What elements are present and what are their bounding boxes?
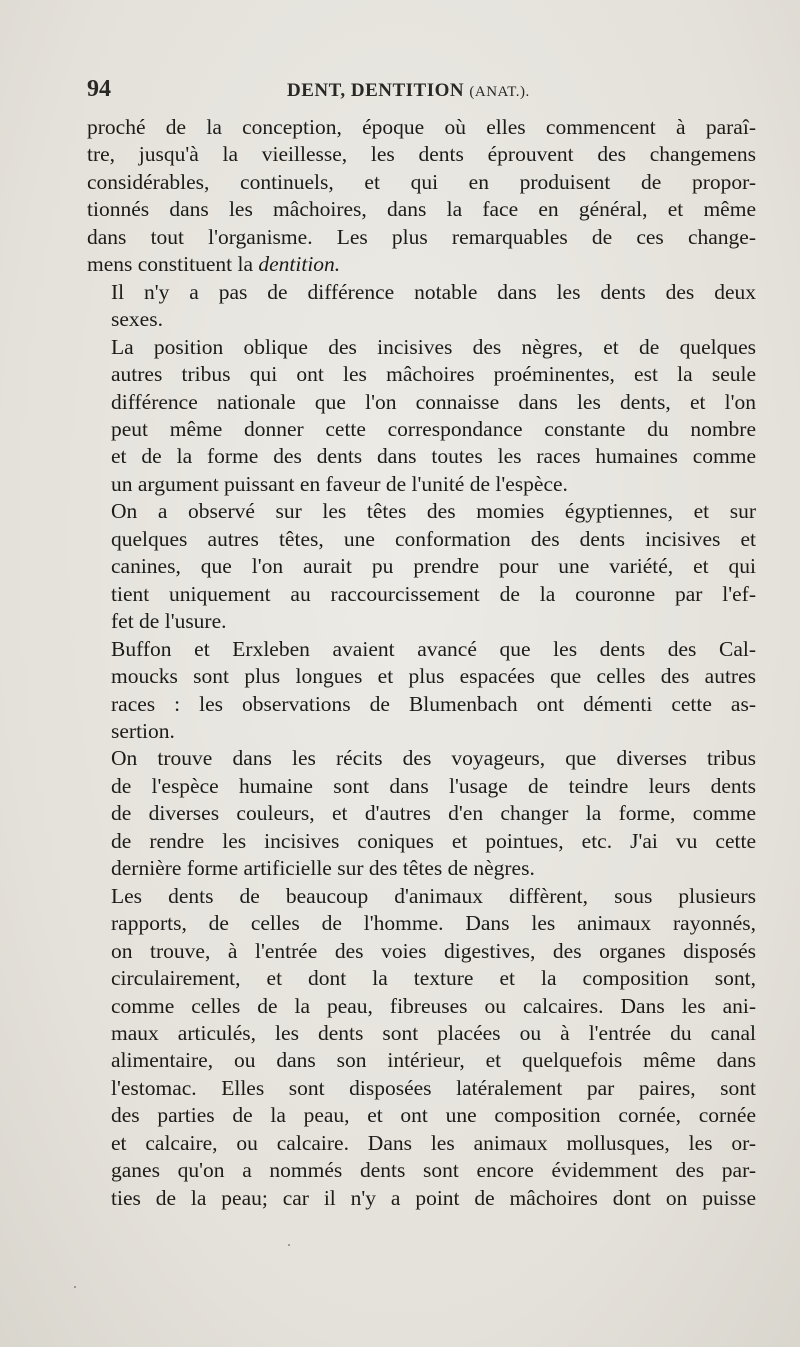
text-line: autres tribus qui ont les mâchoires proéminentes, est la seule <box>111 362 756 387</box>
text-line: comme celles de la peau, fibreuses ou calcaires. Dans les ani- <box>111 993 756 1018</box>
text-line: La position oblique des incisives des nègres, et de quelques <box>111 334 756 359</box>
text-line: des parties de la peau, et ont une composition cornée, cornée <box>111 1103 756 1128</box>
text-line: On a observé sur les têtes des momies égyptiennes, et sur <box>111 499 756 524</box>
text-line: sexes. <box>111 307 163 332</box>
text-line: alimentaire, ou dans son intérieur, et quelquefois même dans <box>111 1048 756 1073</box>
text-line: races : les observations de Blumenbach ont démenti cette as- <box>111 691 756 716</box>
text-line: et de la forme des dents dans toutes les races humaines comme <box>111 444 756 469</box>
text-line: de rendre les incisives coniques et pointues, etc. J'ai vu cette <box>111 828 756 853</box>
text-line: tient uniquement au raccourcissement de la couronne par l'ef- <box>111 581 756 606</box>
text-line: tionnés dans les mâchoires, dans la face en général, et même <box>87 197 756 222</box>
text-line <box>87 251 756 278</box>
paper-speck <box>74 1286 76 1288</box>
running-head <box>287 80 530 102</box>
text-line: On trouve dans les récits des voyageurs, que diverses tribus <box>111 746 756 771</box>
paragraph <box>87 883 756 1212</box>
text-line: sertion. <box>111 718 175 743</box>
text-line: rapports, de celles de l'homme. Dans les animaux rayonnés, <box>111 911 756 936</box>
paragraph <box>87 636 756 746</box>
text-line: considérables, continuels, et qui en produisent de propor- <box>87 169 756 194</box>
text-line: ties de la peau; car il n'y a point de mâchoires dont on puisse <box>111 1185 756 1210</box>
running-head-subtitle: (ANAT.). <box>469 84 530 100</box>
text-line: peut même donner cette correspondance constante du nombre <box>111 416 756 441</box>
page-number: 94 <box>87 76 111 102</box>
text-line: canines, que l'on aurait pu prendre pour une variété, et qui <box>111 554 756 579</box>
italic-term: dentition. <box>258 252 341 277</box>
text-line: l'estomac. Elles sont disposées latéralement par paires, sont <box>111 1075 756 1100</box>
body-text <box>87 114 756 1212</box>
paper-speck <box>288 1244 290 1246</box>
text-line: circulairement, et dont la texture et la composition sont, <box>111 966 756 991</box>
text-line: Il n'y a pas de différence notable dans les dents des deux <box>111 279 756 304</box>
text-line: dans tout l'organisme. Les plus remarquables de ces change- <box>87 224 756 249</box>
text-line: quelques autres têtes, une conformation des dents incisives et <box>111 526 756 551</box>
page-header <box>87 76 755 112</box>
paragraph <box>87 498 756 635</box>
text-line: fet de l'usure. <box>111 609 227 634</box>
text-line: tre, jusqu'à la vieillesse, les dents éprouvent des changemens <box>87 142 756 167</box>
paragraph <box>87 114 756 279</box>
text-line: moucks sont plus longues et plus espacées que celles des autres <box>111 664 756 689</box>
text-line: Buffon et Erxleben avaient avancé que les dents des Cal- <box>111 636 756 661</box>
text-line: maux articulés, les dents sont placées ou à l'entrée du canal <box>111 1020 756 1045</box>
text-line: de diverses couleurs, et d'autres d'en changer la forme, comme <box>111 801 756 826</box>
text-line: Les dents de beaucoup d'animaux diffèrent, sous plusieurs <box>111 883 756 908</box>
running-head-title: DENT, DENTITION <box>287 80 465 101</box>
paragraph <box>87 745 756 882</box>
text-line: on trouve, à l'entrée des voies digestives, des organes disposés <box>111 938 756 963</box>
text-run: mens constituent la <box>87 252 259 277</box>
paragraph <box>87 279 756 334</box>
text-line: différence nationale que l'on connaisse dans les dents, et l'on <box>111 389 756 414</box>
text-line: de l'espèce humaine sont dans l'usage de teindre leurs dents <box>111 773 756 798</box>
text-line: dernière forme artificielle sur des têtes de nègres. <box>111 856 535 881</box>
paragraph <box>87 334 756 499</box>
text-line: proché de la conception, époque où elles commencent à paraî- <box>87 115 756 139</box>
text-line: ganes qu'on a nommés dents sont encore évidemment des par- <box>111 1158 756 1183</box>
text-line: un argument puissant en faveur de l'unité de l'espèce. <box>111 471 568 496</box>
text-line: et calcaire, ou calcaire. Dans les animaux mollusques, les or- <box>111 1130 756 1155</box>
